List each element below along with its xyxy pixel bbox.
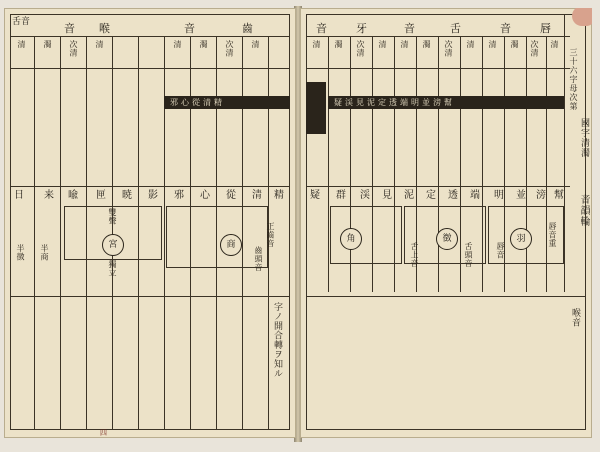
left-row-label-6: 影 xyxy=(148,190,158,201)
right-row-label-3: 渓 xyxy=(360,190,370,201)
left-footer-number: 四 xyxy=(100,429,107,437)
column-rule xyxy=(60,36,61,430)
right-side-title-1: 三十六字母次第 xyxy=(569,48,578,111)
left-bottom-note: 字ノ開合轉ヲ知ル xyxy=(272,302,282,378)
right-sub-note-4: 唇音重 xyxy=(548,222,557,248)
left-band-text: 邪心從清精 xyxy=(170,98,225,107)
column-rule xyxy=(328,36,329,292)
left-sub-note-4: 齒頭音 xyxy=(254,246,263,272)
left-row-label-4: 匣 xyxy=(96,190,106,201)
rule xyxy=(10,296,290,297)
column-rule xyxy=(34,36,35,430)
circle-yu: 羽 xyxy=(510,228,532,250)
right-row-label-12: 幫 xyxy=(554,190,564,201)
right-sub-9: 清 xyxy=(488,40,497,49)
left-row-label-9: 從 xyxy=(226,190,236,201)
left-diagram-box-2 xyxy=(166,206,268,268)
left-dark-band xyxy=(164,96,290,109)
right-row-label-6: 定 xyxy=(426,190,436,201)
left-sub-note-1: 雙聲 xyxy=(108,208,117,225)
left-sub-6: 濁 xyxy=(199,40,208,49)
right-sub-2: 濁 xyxy=(334,40,343,49)
circle-zhi: 徴 xyxy=(436,228,458,250)
right-tone-6: 唇 xyxy=(540,22,551,35)
right-sub-note-3: 唇音 xyxy=(496,242,505,259)
rule xyxy=(306,296,586,297)
left-sub-3: 次清 xyxy=(69,40,78,57)
left-row-label-8: 心 xyxy=(200,190,210,201)
right-row-label-4: 見 xyxy=(382,190,392,201)
right-tone-1: 音 xyxy=(316,22,327,35)
right-dark-block xyxy=(306,82,326,134)
right-sub-1: 清 xyxy=(312,40,321,49)
right-bottom-title: 喉音 xyxy=(570,308,580,327)
left-sub-1: 清 xyxy=(17,40,26,49)
left-sub-note-5: 半商 xyxy=(40,244,49,261)
left-sub-4: 清 xyxy=(95,40,104,49)
right-band-text: 疑渓見泥定透端明並滂幫 xyxy=(334,98,455,107)
left-tone-1: 喉 xyxy=(99,22,110,35)
right-side-title-2: 國字清濁 xyxy=(579,118,589,158)
right-tone-4: 舌 xyxy=(450,22,461,35)
left-sub-2: 濁 xyxy=(43,40,52,49)
right-row-label-2: 群 xyxy=(336,190,346,201)
right-sub-10: 濁 xyxy=(510,40,519,49)
left-tone-2: 音 xyxy=(64,22,75,35)
rule xyxy=(10,186,290,187)
left-row-label-7: 邪 xyxy=(174,190,184,201)
circle-jiao: 角 xyxy=(340,228,362,250)
right-sub-6: 濁 xyxy=(422,40,431,49)
left-sub-note-6: 半徴 xyxy=(16,244,25,261)
right-sub-note-1: 舌上音 xyxy=(410,242,419,268)
left-row-label-2: 来 xyxy=(44,190,54,201)
right-row-label-11: 滂 xyxy=(536,190,546,201)
thumb xyxy=(572,8,592,26)
left-sub-note-2: 獨立 xyxy=(108,260,117,277)
circle-shang: 商 xyxy=(220,234,242,256)
left-sub-note-3: 正齒音 xyxy=(266,222,275,248)
column-rule xyxy=(564,14,565,292)
left-tone-3: 齒 xyxy=(242,22,253,35)
left-row-label-5: 暁 xyxy=(122,190,132,201)
left-sub-5: 清 xyxy=(173,40,182,49)
right-tone-3: 音 xyxy=(404,22,415,35)
left-corner-mark: 舌音 xyxy=(12,17,31,27)
rule xyxy=(10,68,290,69)
right-side-title-3: 音韻輪 xyxy=(578,194,589,227)
rule xyxy=(10,36,290,37)
right-sub-8: 清 xyxy=(466,40,475,49)
right-tone-5: 音 xyxy=(500,22,511,35)
left-row-label-11: 精 xyxy=(274,190,284,201)
right-page xyxy=(300,8,592,438)
left-page xyxy=(4,8,296,438)
right-tone-2: 牙 xyxy=(356,22,367,35)
right-sub-7: 次清 xyxy=(444,40,453,57)
right-sub-3: 次清 xyxy=(356,40,365,57)
right-sub-note-2: 舌頭音 xyxy=(464,242,473,268)
right-dark-band xyxy=(328,96,564,109)
right-row-label-7: 透 xyxy=(448,190,458,201)
circle-gong: 宮 xyxy=(102,234,124,256)
left-sub-7: 次清 xyxy=(225,40,234,57)
left-tone-4: 音 xyxy=(184,22,195,35)
right-sub-11: 次清 xyxy=(530,40,539,57)
right-row-label-8: 端 xyxy=(470,190,480,201)
right-row-label-10: 並 xyxy=(516,190,526,201)
right-sub-4: 清 xyxy=(378,40,387,49)
right-row-label-5: 泥 xyxy=(404,190,414,201)
left-sub-8: 清 xyxy=(251,40,260,49)
right-row-label-1: 疑 xyxy=(310,190,320,201)
left-row-label-3: 喩 xyxy=(68,190,78,201)
right-row-label-9: 明 xyxy=(494,190,504,201)
right-sub-5: 清 xyxy=(400,40,409,49)
left-row-label-10: 清 xyxy=(252,190,262,201)
right-sub-12: 清 xyxy=(550,40,559,49)
left-row-labels: 日 xyxy=(14,190,38,201)
